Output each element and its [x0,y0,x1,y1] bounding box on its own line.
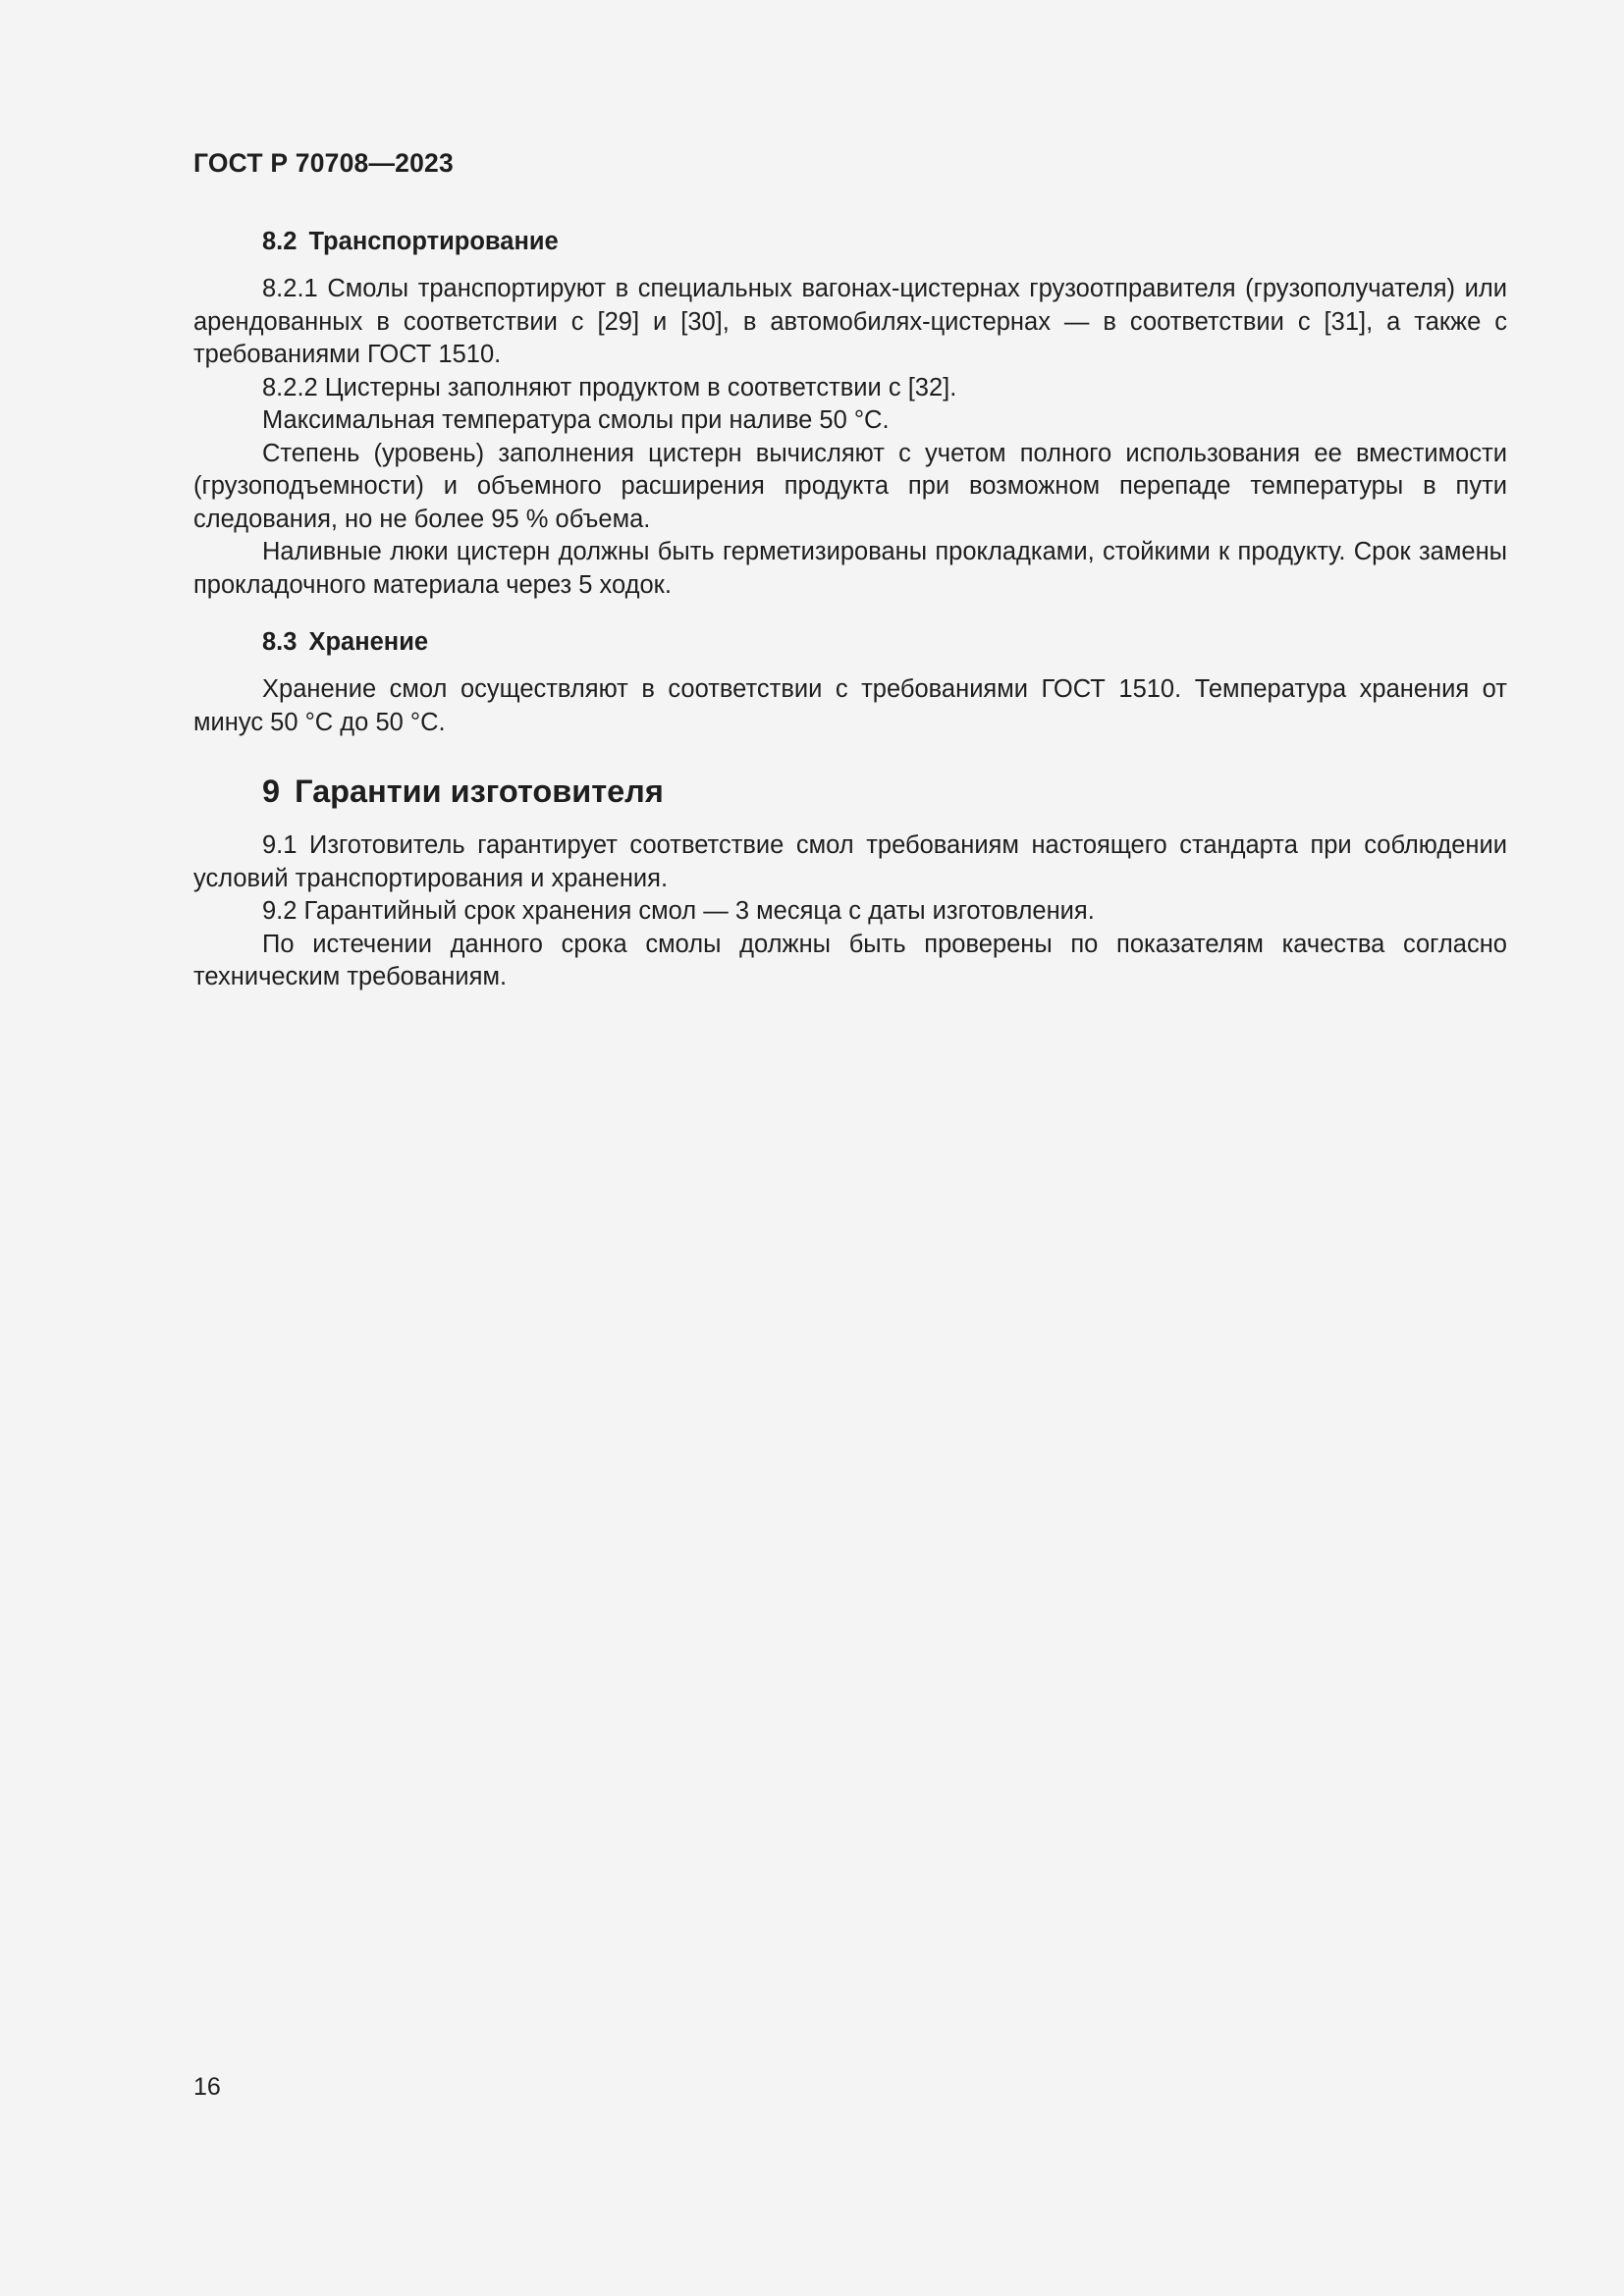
paragraph-8-2-2: 8.2.2 Цистерны заполняют продуктом в соответствии с [32]. [262,373,957,401]
document-id: ГОСТ Р 70708—2023 [193,148,454,178]
subsection-heading-8-3 [193,622,1507,662]
subsection-heading-8-2 [193,222,1507,261]
paragraph-8-2-1: 8.2.1 Смолы транспортируют в специальных вагонах-цистернах грузоотправителя (грузополучателя) или арендованных в соответствии с [29] и [30], в автомобилях-цистернах — в соответствии с [31], а также с требованиями ГОСТ 1510. [193,275,1507,368]
paragraph-storage: Хранение смол осуществляют в соответствии с требованиями ГОСТ 1510. Температура хранения от минус 50 °С до 50 °С. [193,675,1507,736]
section-number: 9 [262,774,281,809]
paragraph-after-expiry: По истечении данного срока смолы должны быть проверены по показателям качества согласно техническим требованиям. [193,930,1507,990]
spacer [193,602,1507,622]
paragraph-max-temperature: Максимальная температура смолы при наливе 50 °С. [262,406,890,434]
paragraph-hatches: Наливные люки цистерн должны быть герметизированы прокладками, стойкими к продукту. Срок замены прокладочного материала через 5 ходок. [193,538,1507,599]
section-heading-9 [193,770,1507,813]
paragraph-9-2: 9.2 Гарантийный срок хранения смол — 3 месяца с даты изготовления. [262,897,1095,925]
subsection-title: Транспортирование [308,228,559,255]
spacer [193,739,1507,770]
paragraph-9-1: 9.1 Изготовитель гарантирует соответствие смол требованиям настоящего стандарта при соблюдении условий транспортирования и хранения. [193,831,1507,892]
page-content [193,222,1507,994]
section-title: Гарантии изготовителя [295,774,664,809]
subsection-title: Хранение [308,628,429,656]
page-number: 16 [193,2073,221,2101]
paragraph-fill-level: Степень (уровень) заполнения цистерн вычисляют с учетом полного использования ее вместимости (грузоподъемности) и объемного расширения продукта при возможном перепаде температуры в пути следования, но не более 95 % объема. [193,439,1507,533]
subsection-number: 8.2 [262,228,298,255]
subsection-number: 8.3 [262,628,298,656]
